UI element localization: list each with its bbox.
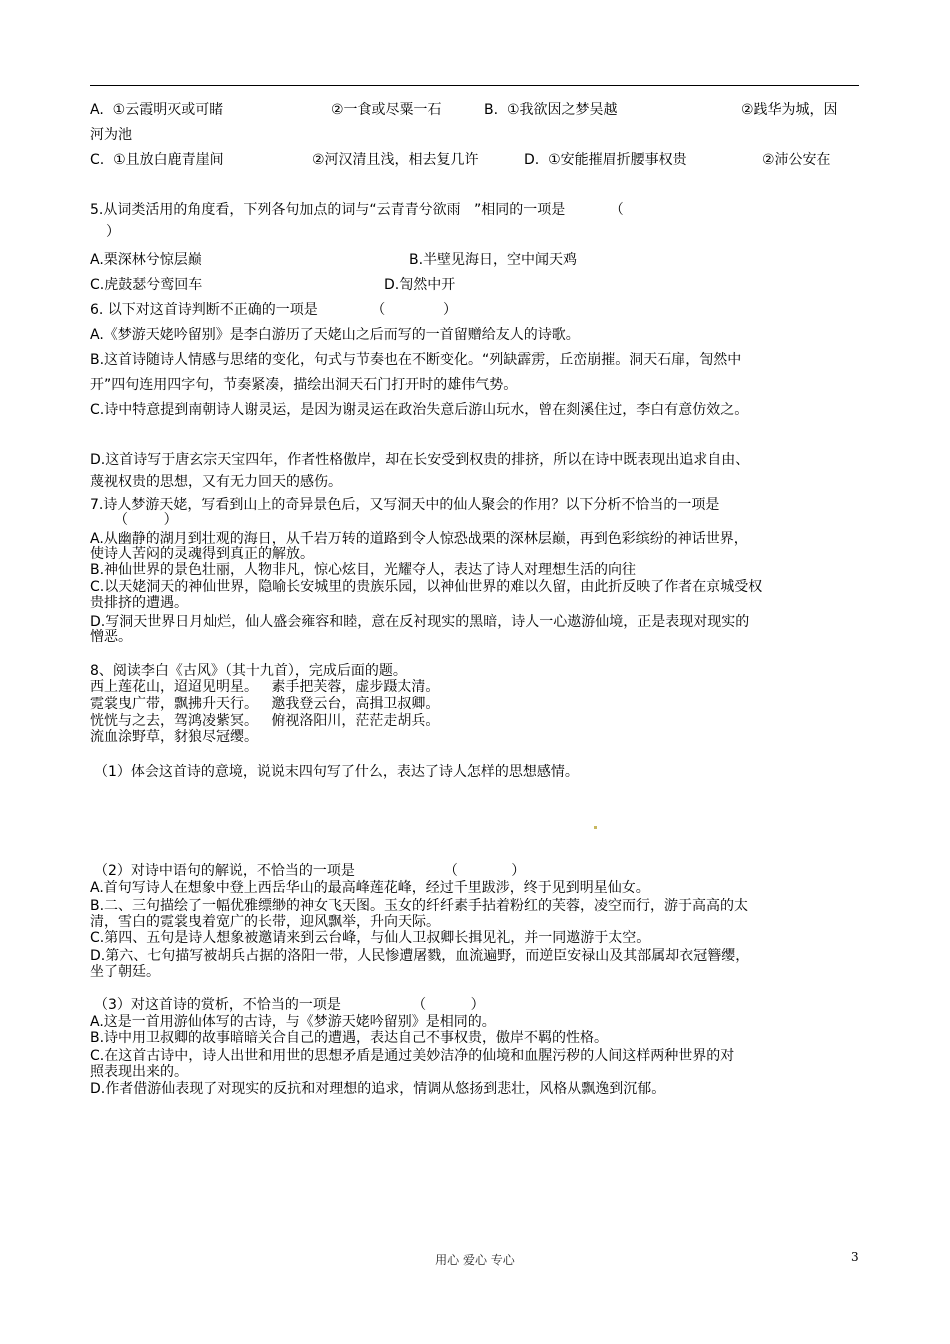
q7-paren: （ ）	[114, 512, 178, 528]
q7-option-a-2: 使诗人苦闷的灵魂得到真正的解放。	[90, 546, 314, 562]
q7-option-d-2: 憎恶。	[90, 629, 132, 645]
q7-option-b: B.神仙世界的景色壮丽，人物非凡，惊心炫目，光耀夺人，表达了诗人对理想生活的向往	[90, 562, 637, 578]
q4-line3-d: ②沛公安在	[762, 152, 831, 168]
q7-option-a-1: A.从幽静的湖月到壮观的海日，从千岩万转的道路到令人惊恐战栗的深林层巅，再到色彩缤纷的神话世界，	[90, 531, 748, 547]
q8-sub2-option-d-2: 坐了朝廷。	[90, 964, 160, 980]
q7-option-c-2: 贵排挤的遭遇。	[90, 595, 188, 611]
q8-sub1: （1）体会这首诗的意境，说说末四句写了什么，表达了诗人怎样的思想感情。	[94, 764, 579, 780]
q8-sub3-stem: （3）对这首诗的赏析，不恰当的一项是 （ ）	[94, 997, 485, 1013]
q8-sub3-option-b: B.诗中用卫叔卿的故事暗暗关合自己的遭遇，表达自己不事权贵，傲岸不羁的性格。	[90, 1030, 609, 1046]
page-number: 3	[851, 1250, 859, 1264]
q4-line1-c: B. ①我欲因之梦吴越	[484, 102, 618, 118]
q5-stem-close: ）	[106, 224, 120, 240]
q4-line3-b: ②河汉清且浅，相去复几许	[312, 152, 479, 168]
q8-sub3-option-d: D.作者借游仙表现了对现实的反抗和对理想的追求，情调从悠扬到悲壮，风格从飘逸到沉郁。	[90, 1081, 666, 1097]
q8-sub2-option-d-1: D.第六、七句描写被胡兵占据的洛阳一带，人民惨遭屠戮，血流遍野，而逆臣安禄山及其部属却衣冠簪缨，	[90, 948, 750, 964]
q8-sub2-option-b-2: 清，雪白的霓裳曳着宽广的长带，迎风飘举，升向天际。	[90, 914, 440, 930]
q6-option-b-2: 开”四句连用四字句，节奏紧凑，描绘出洞天石门打开时的雄伟气势。	[90, 377, 518, 393]
q8-poem-line4: 流血涂野草，豺狼尽冠缨。	[90, 729, 258, 745]
q5-stem: 5.从词类活用的角度看，下列各句加点的词与“云青青兮欲雨 ”相同的一项是 （	[90, 202, 624, 218]
q6-option-b-1: B.这首诗随诗人情感与思绪的变化，句式与节奏也在不断变化。“列缺霹雳，丘峦崩摧。洞天石扉，訇然中	[90, 352, 742, 368]
q8-sub2-option-c: C.第四、五句是诗人想象被邀请来到云台峰，与仙人卫叔卿长揖见礼，并一同遨游于太空。	[90, 930, 651, 946]
q6-stem: 6. 以下对这首诗判断不正确的一项是 （ ）	[90, 302, 458, 318]
footer-slogan: 用心 爱心 专心	[435, 1253, 515, 1267]
header-rule	[90, 85, 859, 86]
q6-option-a: A.《梦游天姥吟留别》是李白游历了天姥山之后而写的一首留赠给友人的诗歌。	[90, 327, 580, 343]
q5-option-a: A.栗深林兮惊层巅	[90, 252, 202, 268]
q7-stem: 7.诗人梦游天姥，写看到山上的奇异景色后，又写洞天中的仙人聚会的作用？以下分析不恰当的一项是	[90, 497, 720, 513]
q4-line3-c: D. ①安能摧眉折腰事权贵	[524, 152, 687, 168]
q8-poem-line1: 西上莲花山，迢迢见明星。 素手把芙蓉，虚步蹑太清。	[90, 679, 440, 695]
q4-line1: A. ①云霞明灭或可睹	[90, 102, 224, 118]
q8-sub3-option-a: A.这是一首用游仙体写的古诗，与《梦游天姥吟留别》是相同的。	[90, 1014, 496, 1030]
q5-option-c: C.虎鼓瑟兮鸾回车	[90, 277, 203, 293]
q4-line1-d: ②践华为城，因	[741, 102, 838, 118]
q4-line1-b: ②一食或尽粟一石	[331, 102, 442, 118]
q6-option-d-2: 蔑视权贵的思想，又有无力回天的感伤。	[90, 474, 342, 490]
q8-poem-line3: 恍恍与之去，驾鸿凌紫冥。 俯视洛阳川，茫茫走胡兵。	[90, 713, 440, 729]
q8-sub3-option-c-1: C.在这首古诗中，诗人出世和用世的思想矛盾是通过美妙洁净的仙境和血腥污秽的人间这样两种世界的对	[90, 1048, 735, 1064]
q7-option-c-1: C.以天姥洞天的神仙世界，隐喻长安城里的贵族乐园，以神仙世界的难以久留，由此折反映了作者在京城受权	[90, 579, 763, 595]
q5-option-d: D.訇然中开	[384, 277, 456, 293]
q5-option-b: B.半壁见海日，空中闻天鸡	[409, 252, 578, 268]
q8-poem-line2: 霓裳曳广带，飘拂升天行。 邀我登云台，高揖卫叔卿。	[90, 696, 440, 712]
q4-line2: 河为池	[90, 127, 132, 143]
q8-sub2-option-b-1: B.二、三句描绘了一幅优雅缥缈的神女飞天图。玉女的纤纤素手拈着粉红的芙蓉，凌空而行，游于高高的太	[90, 898, 749, 914]
q4-line3-a: C. ①且放白鹿青崖间	[90, 152, 224, 168]
q8-sub2-option-a: A.首句写诗人在想象中登上西岳华山的最高峰莲花峰，经过千里跋涉，终于见到明星仙女。	[90, 880, 650, 896]
q6-option-c: C.诗中特意提到南朝诗人谢灵运，是因为谢灵运在政治失意后游山玩水，曾在剡溪住过，李白有意仿效之。	[90, 402, 749, 418]
q8-sub3-option-c-2: 照表现出来的。	[90, 1064, 188, 1080]
q8-stem: 8、阅读李白《古风》（其十九首），完成后面的题。	[90, 663, 407, 679]
speck-mark	[594, 826, 597, 829]
q6-option-d-1: D.这首诗写于唐玄宗天宝四年，作者性格傲岸，却在长安受到权贵的排挤，所以在诗中既表现出追求自由、	[90, 452, 750, 468]
q8-sub2-stem: （2）对诗中语句的解说，不恰当的一项是 （ ）	[94, 863, 526, 879]
q7-option-d-1: D.写洞天世界日月灿烂，仙人盛会雍容和睦，意在反衬现实的黑暗，诗人一心遨游仙境，正是表现对现实的	[90, 614, 750, 630]
